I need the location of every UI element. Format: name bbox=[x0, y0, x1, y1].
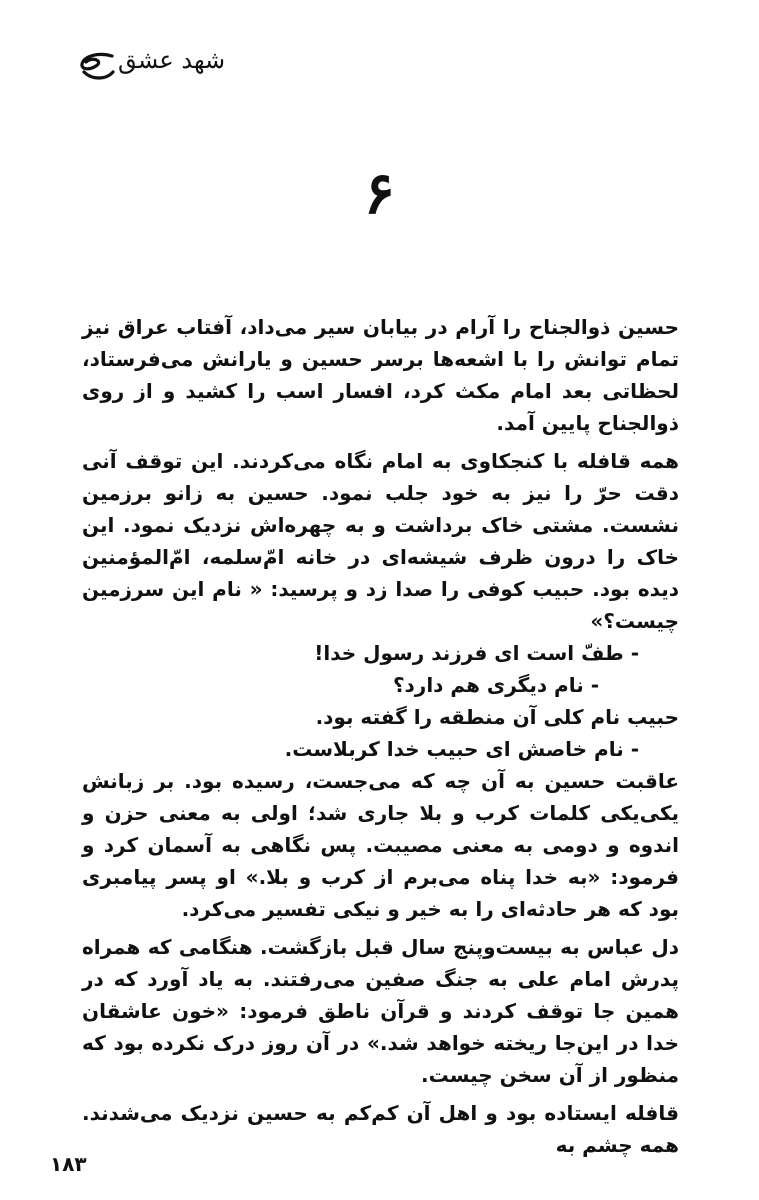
calligraphy-swirl-icon bbox=[78, 50, 116, 84]
body-text bbox=[82, 311, 679, 1161]
paragraph: همه قافله با کنجکاوی به امام نگاه می‌کردند. این توقف آنی دقت حرّ را نیز به خود جلب نمود. حسین به زانو برزمین نشست. مشتی خاک برداشت و به چهره‌اش نزدیک نمود. این خاک را درون ظرف شیشه‌ای در خانه امّ‌سلمه، امّ‌المؤمنین دیده بود. حبیب کوفی را صدا زد و پرسید: « نام این سرزمین چیست؟» bbox=[82, 449, 679, 633]
page-number: ۱۸۳ bbox=[50, 1152, 87, 1176]
chapter-number: ۶ bbox=[363, 159, 396, 227]
paragraph: دل عباس به بیست‌وپنج سال قبل بازگشت. هنگامی که همراه پدرش امام علی به جنگ صفین می‌رفتند. به یاد آورد که در همین جا توقف کردند و قرآن ناطق فرمود: «خون عاشقان خدا در این‌جا ریخته خواهد شد.» در آن روز درک نکرده بود که منظور از آن سخن چیست. bbox=[82, 935, 679, 1087]
book-title-logo bbox=[78, 44, 248, 94]
paragraph: عاقبت حسین به آن چه که می‌جست، رسیده بود. بر زبانش یکی‌یکی کلمات کرب و بلا جاری شد؛ اولی به معنی حزن و اندوه و دومی به معنی مصیبت. پس نگاهی به آسمان کرد و فرمود: «به خدا پناه می‌برم از کرب و بلا.» او پسر پیامبری بود که هر حادثه‌ای را به خیر و نیکی تفسیر می‌کرد. bbox=[82, 769, 679, 921]
dialogue-line: - نام خاصش ای حبیب خدا کربلاست. bbox=[284, 737, 639, 761]
dialogue-line: - نام دیگری هم دارد؟ bbox=[392, 673, 599, 697]
book-title-text: شهد عشق bbox=[118, 46, 226, 74]
dialogue-line: - طفّ است ای فرزند رسول خدا! bbox=[314, 641, 639, 665]
paragraph: قافله ایستاده بود و اهل آن کم‌کم به حسین نزدیک می‌شدند. همه چشم به bbox=[82, 1101, 679, 1157]
paragraph: حبیب نام کلی آن منطقه را گفته بود. bbox=[315, 705, 679, 729]
paragraph: حسین ذوالجناح را آرام در بیابان سیر می‌داد، آفتاب عراق نیز تمام توانش را با اشعه‌ها برسر حسین و یارانش می‌فرستاد، لحظاتی بعد امام مکث کرد، افسار اسب را کشید و از روی ذوالجناح پایین آمد. bbox=[82, 315, 679, 435]
